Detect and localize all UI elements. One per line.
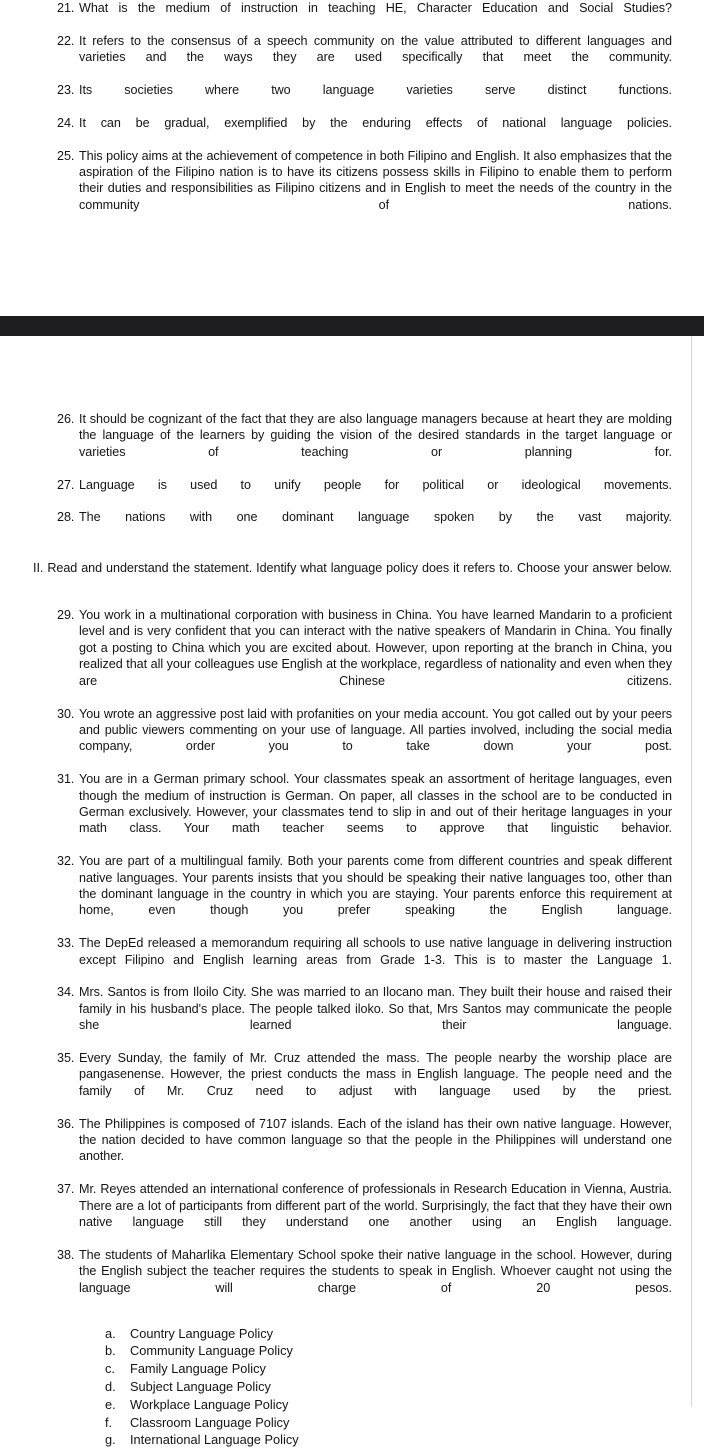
page-fragment-bottom	[0, 336, 704, 1449]
question-text: The students of Maharlika Elementary School spoke their native language in the school. However, during the English subject the teacher requires the students to speak in English. Whoever caught not using the language will charge of 20 pesos.	[79, 1247, 672, 1295]
question-item	[32, 853, 672, 935]
question-item	[32, 411, 672, 477]
question-text: Language is used to unify people for political or ideological movements.	[79, 477, 672, 492]
question-number: 32.	[57, 854, 75, 869]
question-text: Every Sunday, the family of Mr. Cruz attended the mass. The people nearby the worship place are pangasenense. However, the priest conducts the mass in English language. The people need and the family of Mr. Cruz need to adjust with language used by the priest.	[79, 1051, 672, 1098]
option-letter: d.	[105, 1378, 116, 1394]
question-item	[32, 33, 672, 82]
heading-spacer	[32, 593, 672, 607]
question-number: 22.	[57, 33, 75, 48]
option-letter: g.	[105, 1432, 116, 1448]
question-item	[32, 148, 672, 230]
question-number: 33.	[57, 936, 75, 951]
question-item	[32, 1247, 672, 1313]
question-number: 23.	[57, 83, 75, 98]
option-letter: b.	[105, 1343, 116, 1359]
question-number: 28.	[57, 510, 75, 525]
question-item	[32, 1050, 672, 1116]
question-text: Mrs. Santos is from Iloilo City. She was married to an Ilocano man. They built their house and raised their family in his husband's place. The people talked iloko. So that, Mrs Santos may communicate the people she learned their language.	[79, 985, 672, 1033]
question-number: 34.	[57, 985, 75, 1000]
option-text: International Language Policy	[130, 1432, 299, 1448]
question-item	[32, 935, 672, 984]
question-number: 38.	[57, 1247, 75, 1262]
page-break-band	[0, 316, 704, 336]
question-number: 25.	[57, 148, 75, 163]
scenario-question-list	[32, 607, 672, 1312]
question-text: You wrote an aggressive post laid with profanities on your media account. You got called out by your peers and public viewers commenting on your use of language. All parties involved, including the social media company, order you to take down your post.	[79, 706, 672, 754]
option-letter: e.	[105, 1396, 116, 1412]
option-letter: c.	[105, 1361, 115, 1377]
question-text: What is the medium of instruction in teaching HE, Character Education and Social Studies?	[79, 1, 672, 15]
question-item	[32, 509, 672, 542]
option-letter: a.	[105, 1325, 116, 1341]
question-text: Its societies where two language varieties serve distinct functions.	[79, 83, 672, 98]
top-margin-spacer	[32, 336, 672, 411]
question-text: This policy aims at the achievement of competence in both Filipino and English. It also emphasizes that the aspiration of the Filipino nation is to have its citizens possess skills in Filipino to enable them to perform their duties and responsibilities as Filipino citizens and in English to meet the needs of the country in the community of nations.	[79, 148, 672, 212]
question-list-top	[32, 0, 672, 230]
question-item	[32, 706, 672, 772]
question-text: Mr. Reyes attended an international conference of professionals in Research Education in Vienna, Austria. There are a lot of participants from different part of the world. Surprisingly, the fact that they have their own native language still they understand one another using an English language.	[79, 1182, 672, 1230]
question-number: 27.	[57, 477, 75, 492]
page-fragment-top	[0, 0, 704, 230]
option-text: Community Language Policy	[130, 1343, 293, 1359]
answer-option	[105, 1396, 672, 1414]
answer-option	[105, 1342, 672, 1360]
option-letter: f.	[105, 1414, 113, 1430]
question-item	[32, 477, 672, 510]
answer-option	[105, 1431, 672, 1449]
question-number: 36.	[57, 1116, 75, 1131]
answer-option	[105, 1325, 672, 1343]
answer-options-list	[32, 1325, 672, 1449]
answer-option	[105, 1360, 672, 1378]
question-number: 35.	[57, 1051, 75, 1066]
question-item	[32, 771, 672, 853]
option-text: Subject Language Policy	[130, 1378, 271, 1394]
scan-page-edge	[691, 336, 692, 1407]
question-text: The Philippines is composed of 7107 islands. Each of the island has their own native language. However, the nation decided to have common language so that the people in the Philippines will understand one another.	[79, 1116, 672, 1164]
question-text: It should be cognizant of the fact that they are also language managers because at heart they are molding the language of the learners by guiding the vision of the desired standards in the target language or varieties of teaching or planning for.	[79, 412, 672, 459]
question-number: 26.	[57, 412, 75, 426]
question-text: You are in a German primary school. Your classmates speak an assortment of heritage languages, even though the medium of instruction is German. On paper, all classes in the school are to be conducted in German exclusively. However, your classmates tend to slip in and out of their heritage languages in your math class. Your math teacher seems to approve that linguistic behavior.	[79, 772, 672, 836]
answer-option	[105, 1378, 672, 1396]
question-list-continued	[32, 411, 672, 542]
question-text: The DepEd released a memorandum requiring all schools to use native language in delivering instruction except Filipino and English learning areas from Grade 1-3. This is to master the Language 1.	[79, 936, 672, 967]
question-text: The nations with one dominant language spoken by the vast majority.	[79, 510, 672, 525]
options-spacer	[32, 1313, 672, 1325]
question-number: 30.	[57, 706, 75, 721]
question-number: 24.	[57, 115, 75, 130]
section-heading-part-two: II. Read and understand the statement. Identify what language policy does it refers to. Choose your answer below.	[33, 561, 672, 576]
question-number: 21.	[57, 1, 75, 15]
question-item	[32, 82, 672, 115]
question-item	[32, 607, 672, 705]
question-item	[32, 1116, 672, 1182]
question-text: You work in a multinational corporation with business in China. You have learned Mandarin to a proficient level and is very confident that you can interact with the native speakers of Mandarin in China. You finally got a posting to China which you are excited about. However, upon reporting at the branch in China, you realized that all your colleagues use English at the workplace, regardless of nationality and even when they are Chinese citizens.	[79, 608, 672, 688]
question-item	[32, 115, 672, 148]
question-item	[32, 1181, 672, 1247]
question-text: It refers to the consensus of a speech community on the value attributed to different languages and varieties and the ways they are used specifically that meet the community.	[79, 33, 672, 65]
question-text: You are part of a multilingual family. Both your parents come from different countries and speak different native languages. Your parents insists that you should be speaking their native languages too, other than the dominant language in the country in which you are staying. Your parents enforce this requirement at home, even though you prefer speaking the English language.	[79, 854, 672, 918]
answer-option	[105, 1414, 672, 1432]
option-text: Classroom Language Policy	[130, 1414, 290, 1430]
option-text: Workplace Language Policy	[130, 1396, 289, 1412]
section-spacer	[32, 542, 672, 560]
question-text: It can be gradual, exemplified by the enduring effects of national language policies.	[79, 115, 672, 130]
question-item	[32, 0, 672, 33]
option-text: Country Language Policy	[130, 1325, 273, 1341]
question-number: 31.	[57, 772, 75, 787]
question-number: 29.	[57, 608, 75, 623]
option-text: Family Language Policy	[130, 1361, 266, 1377]
question-number: 37.	[57, 1182, 75, 1197]
question-item	[32, 984, 672, 1050]
